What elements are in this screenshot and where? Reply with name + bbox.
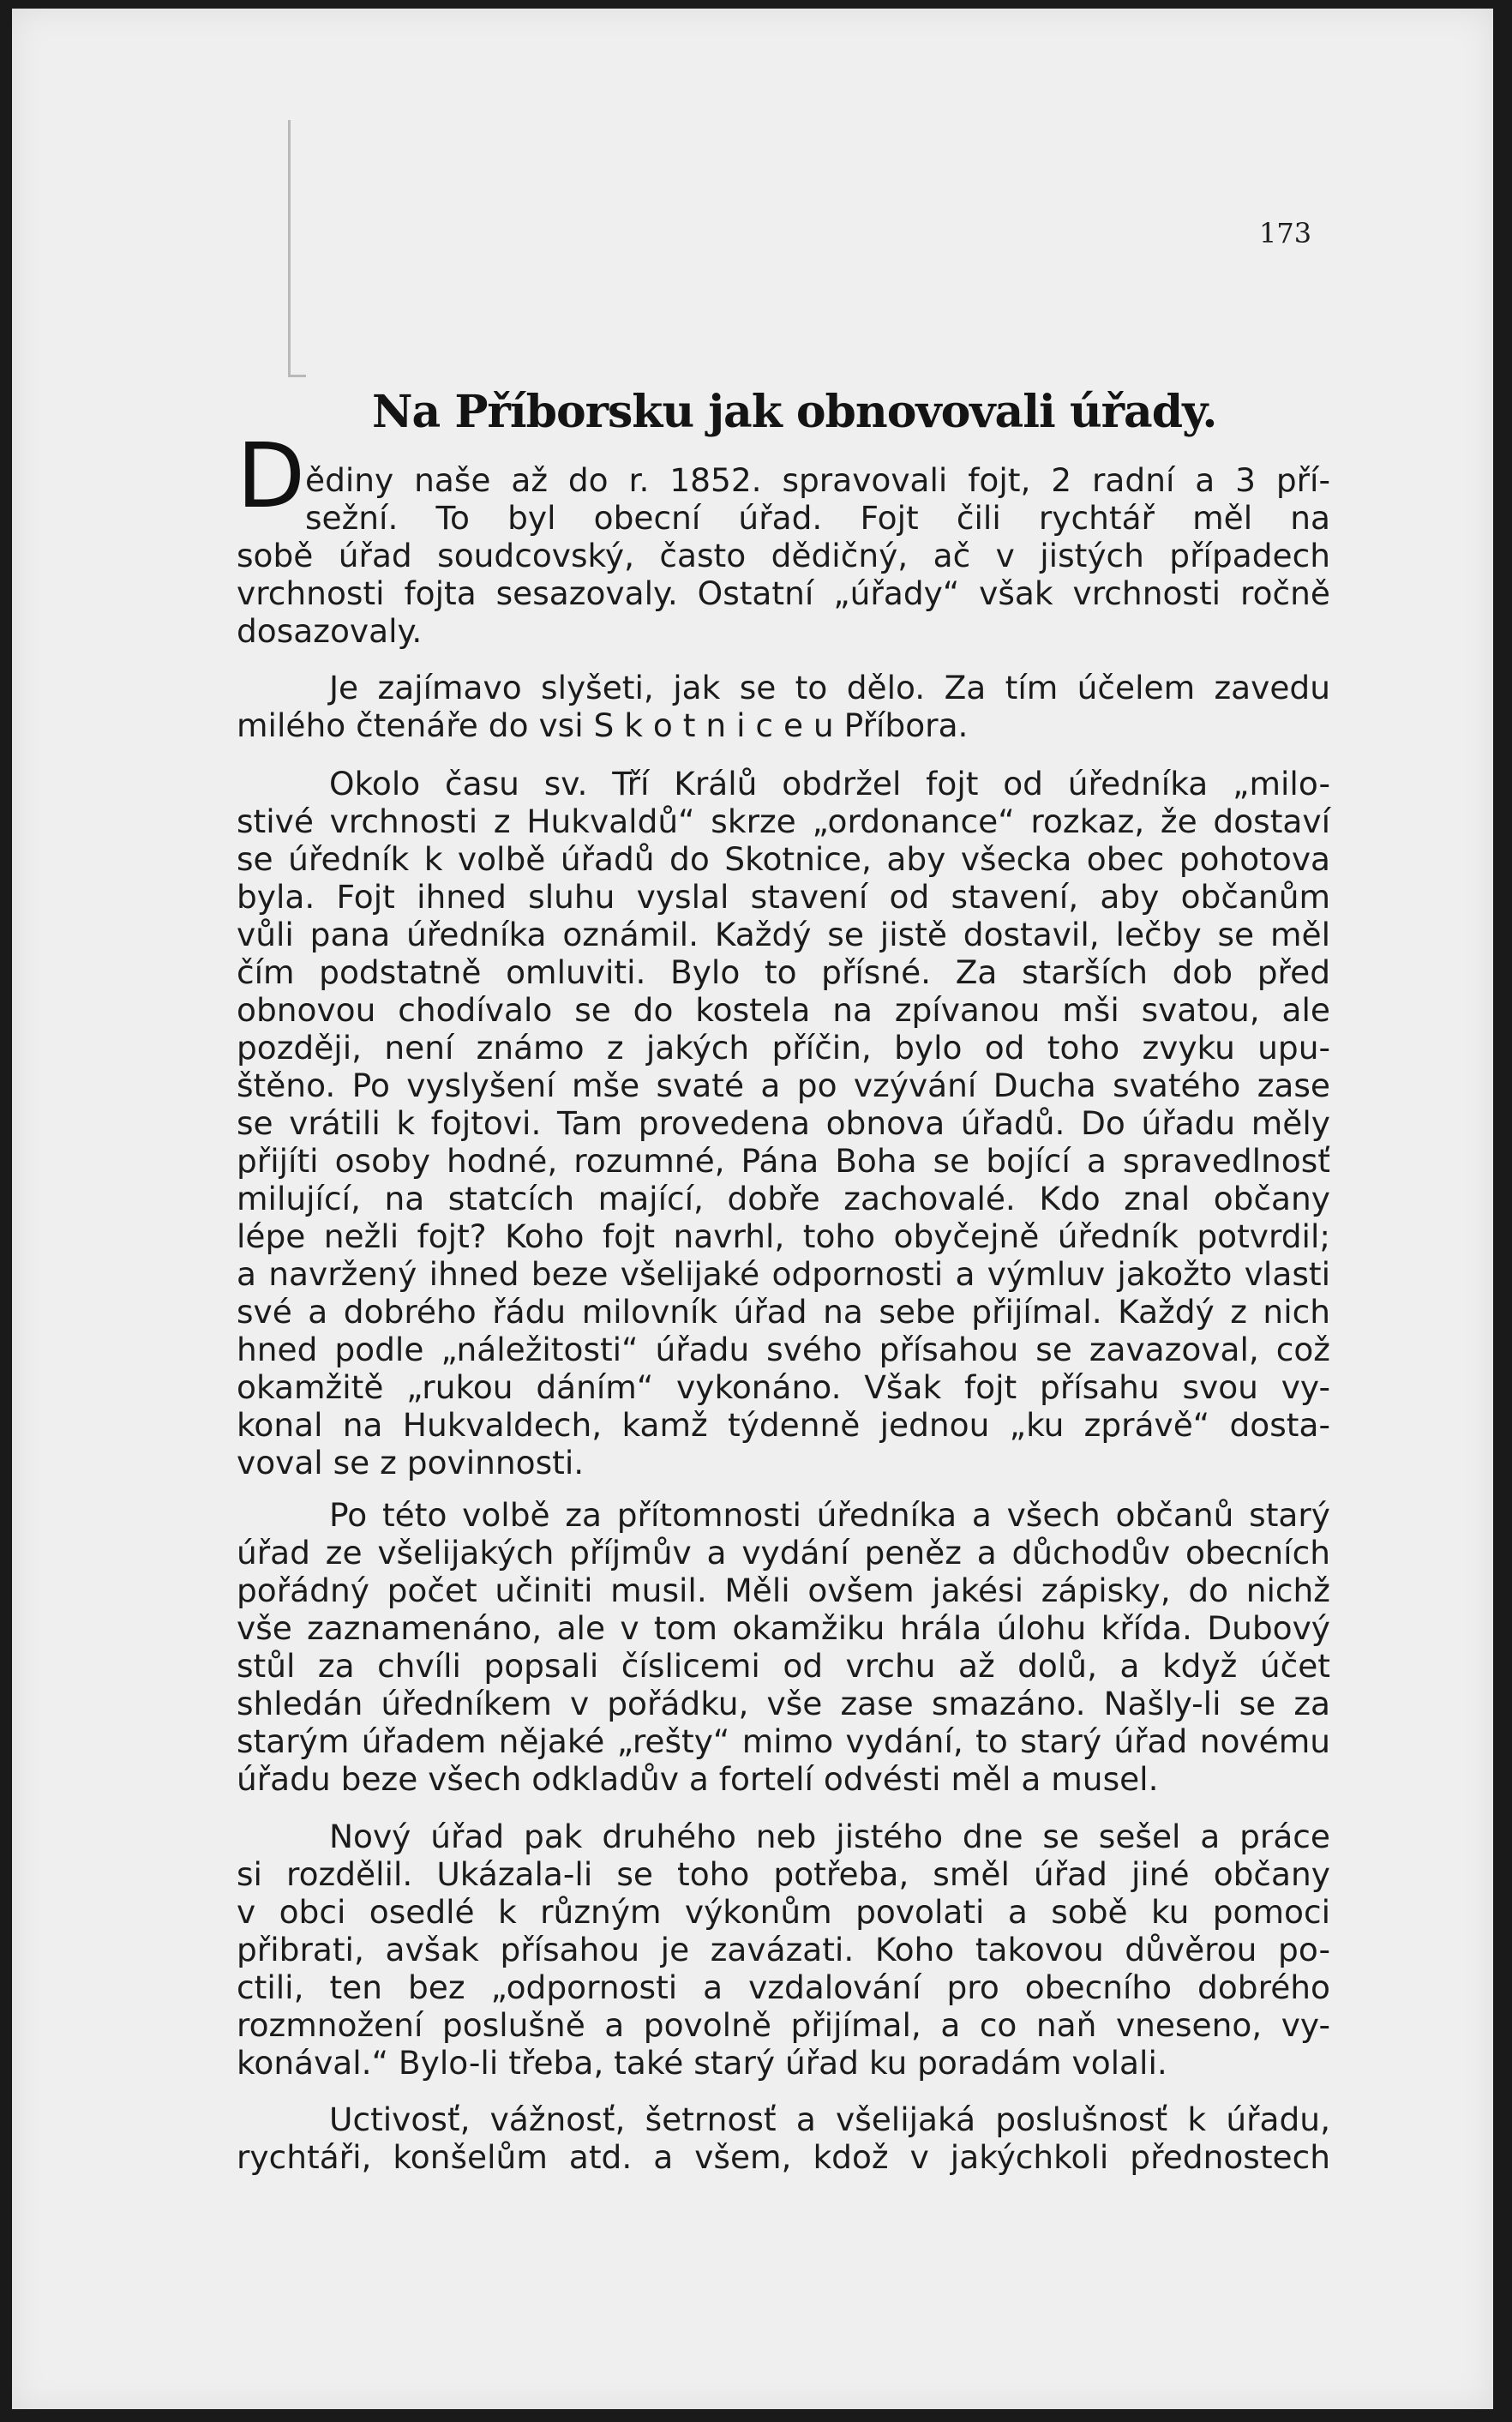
text-line: Je zajímavo slyšeti, jak se to dělo. Za tím účelem zavedu: [329, 669, 1330, 706]
paragraph-2: [237, 669, 1330, 744]
text-line: pořádný počet učiniti musil. Měli ovšem jakési zápisky, do nichž: [237, 1572, 1330, 1609]
text-line: se úředník k volbě úřadů do Skotnice, aby všecka obec pohotova: [237, 840, 1330, 878]
paragraph-4: [237, 1496, 1330, 1798]
text-line: ědiny naše až do r. 1852. spravovali fojt, 2 radní a 3 pří-: [305, 461, 1330, 499]
text-line: a navržený ihned beze všelijaké odpornosti a výmluv jakožto vlasti: [237, 1255, 1330, 1293]
text-line: se vrátili k fojtovi. Tam provedena obnova úřadů. Do úřadu měly: [237, 1104, 1330, 1142]
text-line: Nový úřad pak druhého neb jistého dne se sešel a práce: [329, 1818, 1330, 1855]
text-line: hned podle „náležitosti“ úřadu svého přísahou se zavazoval, což: [237, 1331, 1330, 1368]
text-line: ctili, ten bez „odpornosti a vzdalování pro obecního dobrého: [237, 1968, 1330, 2006]
text-line: voval se z povinnosti.: [237, 1444, 585, 1481]
text-line: konal na Hukvaldech, kamž týdenně jednou „ku zprávě“ dosta-: [237, 1406, 1330, 1444]
drop-cap: D: [237, 424, 306, 528]
text-line: přijíti osoby hodné, rozumné, Pána Boha se bojící a spravedlnosť: [237, 1142, 1330, 1180]
text-line: vše zaznamenáno, ale v tom okamžiku hrála úlohu křída. Dubový: [237, 1609, 1330, 1647]
paragraph-6: [237, 2100, 1330, 2176]
book-page: [12, 9, 1493, 2409]
margin-rule: [288, 120, 291, 377]
text-line: si rozdělil. Ukázala-li se toho potřeba, směl úřad jiné občany: [237, 1855, 1330, 1893]
text-line: Okolo času sv. Tří Králů obdržel fojt od úředníka „milo-: [329, 765, 1330, 802]
text-line: shledán úředníkem v pořádku, vše zase smazáno. Našly-li se za: [237, 1685, 1330, 1722]
paragraph-1: [237, 461, 1330, 650]
text-line: úřadu beze všech odkladův a fortelí odvésti měl a musel.: [237, 1760, 1159, 1798]
text-line: milující, na statcích mající, dobře zachovalé. Kdo znal občany: [237, 1180, 1330, 1217]
text-line: štěno. Po vyslyšení mše svaté a po vzývání Ducha svatého zase: [237, 1067, 1330, 1104]
margin-rule-tick: [291, 375, 306, 377]
text-line: sobě úřad soudcovský, často dědičný, ač v jistých případech: [237, 537, 1330, 574]
text-line: konával.“ Bylo-li třeba, také starý úřad ku poradám volali.: [237, 2044, 1167, 2082]
text-line: úřad ze všelijakých příjmův a vydání peněz a důchodův obecních: [237, 1534, 1330, 1572]
page-number: 173: [1259, 217, 1312, 249]
text-line: sežní. To byl obecní úřad. Fojt čili rychtář měl na: [305, 499, 1330, 537]
text-line: vrchnosti fojta sesazovaly. Ostatní „úřady“ však vrchnosti ročně: [237, 574, 1330, 612]
text-line: milého čtenáře do vsi S k o t n i c e u Příbora.: [237, 706, 969, 744]
text-line: dosazovaly.: [237, 612, 423, 650]
text-line: stivé vrchnosti z Hukvaldů“ skrze „ordonance“ rozkaz, že dostaví: [237, 802, 1330, 840]
text-line: stůl za chvíli popsali číslicemi od vrchu až dolů, a když účet: [237, 1647, 1330, 1685]
text-line: vůli pana úředníka oznámil. Každý se jistě dostavil, lečby se měl: [237, 916, 1330, 953]
text-line: okamžitě „rukou dáním“ vykonáno. Však fojt přísahu svou vy-: [237, 1368, 1330, 1406]
text-line: své a dobrého řádu milovník úřad na sebe přijímal. Každý z nich: [237, 1293, 1330, 1331]
text-line: lépe nežli fojt? Koho fojt navrhl, toho obyčejně úředník potvrdil;: [237, 1217, 1330, 1255]
text-line: později, není známo z jakých příčin, bylo od toho zvyku upu-: [237, 1029, 1330, 1067]
text-line: přibrati, avšak přísahou je zavázati. Koho takovou důvěrou po-: [237, 1931, 1330, 1968]
text-line: Po této volbě za přítomnosti úředníka a všech občanů starý: [329, 1496, 1330, 1534]
text-line: obnovou chodívalo se do kostela na zpívanou mši svatou, ale: [237, 991, 1330, 1029]
text-line: čím podstatně omluviti. Bylo to přísné. Za starších dob před: [237, 953, 1330, 991]
text-line: starým úřadem nějaké „rešty“ mimo vydání, to starý úřad novému: [237, 1722, 1330, 1760]
text-line: byla. Fojt ihned sluhu vyslal stavení od stavení, aby občanům: [237, 878, 1330, 916]
text-line: rychtáři, konšelům atd. a všem, kdož v jakýchkoli přednostech: [237, 2138, 1330, 2176]
text-line: Uctivosť, vážnosť, šetrnosť a všelijaká poslušnosť k úřadu,: [329, 2100, 1330, 2138]
chapter-title: Na Příborsku jak obnovovali úřady.: [372, 385, 1217, 438]
text-line: rozmnožení poslušně a povolně přijímal, a co naň vneseno, vy-: [237, 2006, 1330, 2044]
text-line: v obci osedlé k různým výkonům povolati a sobě ku pomoci: [237, 1893, 1330, 1931]
paragraph-3: [237, 765, 1330, 1481]
paragraph-5: [237, 1818, 1330, 2082]
